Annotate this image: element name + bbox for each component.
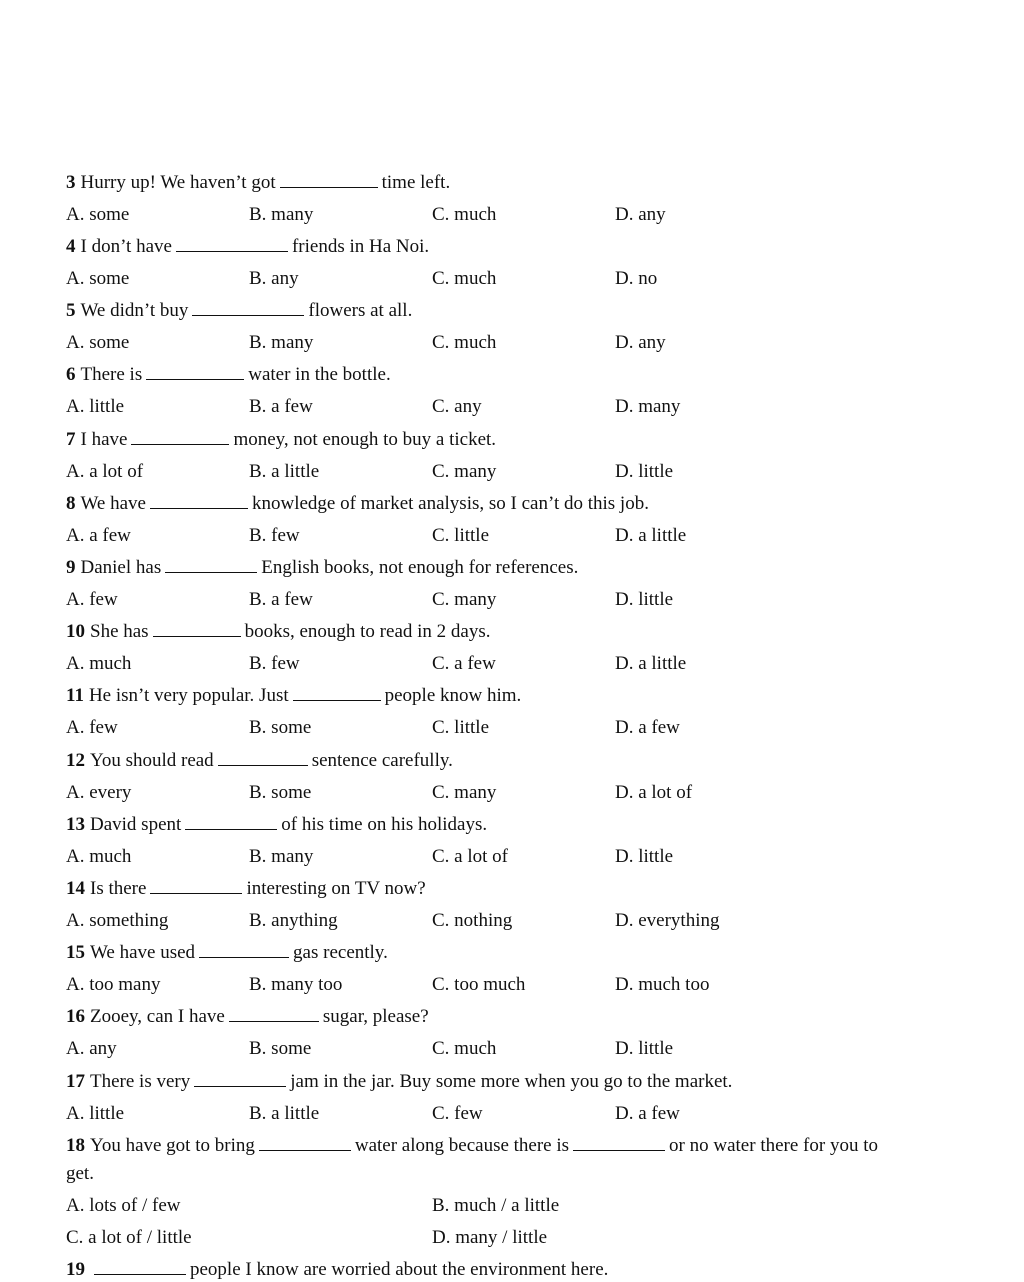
option-11-c: C. little — [432, 717, 489, 738]
option-7-d: D. little — [615, 461, 674, 482]
option-4-c: C. much — [432, 268, 497, 289]
option-15-b: B. many too — [249, 974, 343, 995]
option-10-d: D. a little — [615, 653, 687, 674]
question-17 — [66, 1070, 732, 1094]
option-7-b: B. a little — [249, 461, 320, 482]
question-16 — [66, 1005, 429, 1029]
question-number: 9 — [66, 557, 76, 578]
question-text-before: You have got to bring — [90, 1135, 255, 1156]
question-11 — [66, 684, 521, 708]
option-4-b: B. any — [249, 268, 299, 289]
option-16-a: A. any — [66, 1038, 117, 1059]
question-text-before: We have used — [90, 942, 196, 963]
question-7 — [66, 428, 496, 452]
answer-blank — [293, 684, 381, 701]
answer-blank — [150, 492, 248, 509]
option-16-c: C. much — [432, 1038, 497, 1059]
answer-blank — [259, 1134, 351, 1151]
question-15 — [66, 941, 388, 965]
option-14-a: A. something — [66, 910, 169, 931]
question-text-before: Hurry up! We haven’t got — [80, 172, 276, 193]
question-number: 19 — [66, 1259, 85, 1280]
option-14-d: D. everything — [615, 910, 720, 931]
option-4-a: A. some — [66, 268, 130, 289]
option-6-b: B. a few — [249, 396, 313, 417]
question-text-after: jam in the jar. Buy some more when you go to the market. — [290, 1071, 733, 1092]
option-12-a: A. every — [66, 782, 132, 803]
question-number: 11 — [66, 685, 84, 706]
option-17-d: D. a few — [615, 1103, 680, 1124]
option-11-d: D. a few — [615, 717, 680, 738]
answer-blank — [192, 299, 304, 316]
question-number: 15 — [66, 942, 85, 963]
option-8-b: B. few — [249, 525, 300, 546]
question-number: 12 — [66, 750, 85, 771]
question-6 — [66, 363, 391, 387]
answer-blank — [165, 556, 257, 573]
question-text-after: time left. — [381, 172, 451, 193]
option-17-a: A. little — [66, 1103, 125, 1124]
option-8-d: D. a little — [615, 525, 687, 546]
question-10 — [66, 620, 490, 644]
option-5-d: D. any — [615, 332, 666, 353]
answer-blank — [176, 235, 288, 252]
question-4 — [66, 235, 429, 259]
question-text-after: books, enough to read in 2 days. — [244, 621, 491, 642]
question-text-after: friends in Ha Noi. — [291, 236, 430, 257]
question-text-before: Is there — [90, 878, 147, 899]
question-text-after: sugar, please? — [322, 1006, 429, 1027]
option-9-d: D. little — [615, 589, 674, 610]
option-15-a: A. too many — [66, 974, 161, 995]
question-number: 3 — [66, 172, 76, 193]
option-18-c: C. a lot of / little — [66, 1227, 192, 1248]
answer-blank — [94, 1258, 186, 1275]
question-text-before: David spent — [90, 814, 182, 835]
option-11-b: B. some — [249, 717, 312, 738]
question-13 — [66, 813, 487, 837]
option-10-a: A. much — [66, 653, 132, 674]
answer-blank — [218, 749, 308, 766]
option-9-c: C. many — [432, 589, 497, 610]
question-9 — [66, 556, 578, 580]
option-14-c: C. nothing — [432, 910, 513, 931]
question-text-before: There is very — [90, 1071, 191, 1092]
option-9-b: B. a few — [249, 589, 313, 610]
question-text-after: people know him. — [384, 685, 522, 706]
option-3-b: B. many — [249, 204, 314, 225]
answer-blank — [573, 1134, 665, 1151]
question-text-after: or no water there for you to — [669, 1135, 878, 1156]
option-6-d: D. many — [615, 396, 681, 417]
question-number: 17 — [66, 1071, 85, 1092]
answer-blank — [199, 941, 289, 958]
option-7-c: C. many — [432, 461, 497, 482]
question-text-before: I don’t have — [80, 236, 172, 257]
question-text-after: flowers at all. — [308, 300, 413, 321]
option-8-a: A. a few — [66, 525, 131, 546]
option-18-b: B. much / a little — [432, 1195, 560, 1216]
question-text-before: We didn’t buy — [80, 300, 189, 321]
option-7-a: A. a lot of — [66, 461, 144, 482]
question-text-before: I have — [80, 429, 128, 450]
question-text-after: sentence carefully. — [311, 750, 453, 771]
question-18 — [66, 1134, 878, 1158]
question-19 — [66, 1258, 608, 1282]
question-text-before: She has — [90, 621, 149, 642]
option-6-c: C. any — [432, 396, 482, 417]
question-text-after: knowledge of market analysis, so I can’t do this job. — [251, 493, 649, 514]
question-18-continuation: get. — [66, 1163, 94, 1184]
question-number: 8 — [66, 493, 76, 514]
option-3-a: A. some — [66, 204, 130, 225]
option-5-c: C. much — [432, 332, 497, 353]
option-15-c: C. too much — [432, 974, 526, 995]
answer-blank — [131, 428, 229, 445]
question-text-before: We have — [80, 493, 146, 514]
question-text-after: money, not enough to buy a ticket. — [233, 429, 497, 450]
question-number: 13 — [66, 814, 85, 835]
question-number: 16 — [66, 1006, 85, 1027]
option-5-b: B. many — [249, 332, 314, 353]
question-text-after: people I know are worried about the environment here. — [190, 1259, 609, 1280]
option-12-b: B. some — [249, 782, 312, 803]
answer-blank — [194, 1070, 286, 1087]
option-10-b: B. few — [249, 653, 300, 674]
question-text-after: gas recently. — [293, 942, 388, 963]
option-14-b: B. anything — [249, 910, 338, 931]
option-13-a: A. much — [66, 846, 132, 867]
question-14 — [66, 877, 426, 901]
question-text-middle: water along because there is — [354, 1135, 570, 1156]
option-10-c: C. a few — [432, 653, 496, 674]
option-6-a: A. little — [66, 396, 125, 417]
option-17-b: B. a little — [249, 1103, 320, 1124]
option-16-d: D. little — [615, 1038, 674, 1059]
question-text-after: of his time on his holidays. — [281, 814, 488, 835]
option-13-b: B. many — [249, 846, 314, 867]
question-12 — [66, 749, 453, 773]
question-number: 4 — [66, 236, 76, 257]
question-number: 7 — [66, 429, 76, 450]
option-5-a: A. some — [66, 332, 130, 353]
answer-blank — [229, 1005, 319, 1022]
option-3-d: D. any — [615, 204, 666, 225]
option-18-a: A. lots of / few — [66, 1195, 181, 1216]
answer-blank — [185, 813, 277, 830]
question-3 — [66, 171, 450, 195]
option-18-d: D. many / little — [432, 1227, 548, 1248]
question-number: 10 — [66, 621, 85, 642]
option-12-d: D. a lot of — [615, 782, 693, 803]
question-text-before: Zooey, can I have — [90, 1006, 225, 1027]
option-13-d: D. little — [615, 846, 674, 867]
question-text-before: There is — [80, 364, 143, 385]
option-13-c: C. a lot of — [432, 846, 508, 867]
question-text-before: He isn’t very popular. Just — [88, 685, 289, 706]
option-9-a: A. few — [66, 589, 118, 610]
option-12-c: C. many — [432, 782, 497, 803]
question-8 — [66, 492, 649, 516]
option-3-c: C. much — [432, 204, 497, 225]
question-number: 5 — [66, 300, 76, 321]
question-text-before: Daniel has — [80, 557, 162, 578]
option-4-d: D. no — [615, 268, 658, 289]
option-17-c: C. few — [432, 1103, 483, 1124]
question-text-before: You should read — [90, 750, 214, 771]
question-text-after: English books, not enough for references. — [261, 557, 579, 578]
answer-blank — [146, 363, 244, 380]
question-number: 6 — [66, 364, 76, 385]
answer-blank — [153, 620, 241, 637]
question-number: 18 — [66, 1135, 85, 1156]
question-text-after: interesting on TV now? — [246, 878, 426, 899]
answer-blank — [150, 877, 242, 894]
option-15-d: D. much too — [615, 974, 710, 995]
option-11-a: A. few — [66, 717, 118, 738]
option-8-c: C. little — [432, 525, 489, 546]
question-text-after: water in the bottle. — [248, 364, 391, 385]
question-number: 14 — [66, 878, 85, 899]
option-16-b: B. some — [249, 1038, 312, 1059]
answer-blank — [280, 171, 378, 188]
question-5 — [66, 299, 412, 323]
